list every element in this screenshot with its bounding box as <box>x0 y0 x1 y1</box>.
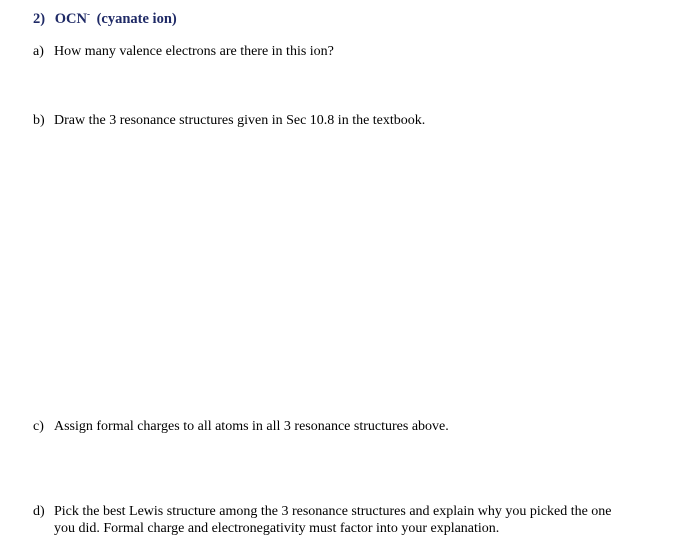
ion-charge: - <box>86 9 90 20</box>
question-c <box>33 418 449 435</box>
question-c-marker: c) <box>33 419 44 434</box>
question-number: 2) <box>33 11 46 27</box>
question-heading <box>33 11 177 28</box>
question-b-text: Draw the 3 resonance structures given in Sec 10.8 in the textbook. <box>54 113 426 128</box>
question-a <box>33 43 334 60</box>
question-a-text: How many valence electrons are there in this ion? <box>54 44 334 59</box>
question-d-marker: d) <box>33 504 45 519</box>
question-d-text-line-1: Pick the best Lewis structure among the 3 resonance structures and explain why you picked the one <box>54 504 612 519</box>
question-c-text: Assign formal charges to all atoms in all 3 resonance structures above. <box>54 419 449 434</box>
question-b-marker: b) <box>33 113 45 128</box>
question-d-text-line-2: you did. Formal charge and electronegativity must factor into your explanation. <box>54 521 500 536</box>
question-d <box>33 503 612 520</box>
question-a-marker: a) <box>33 44 44 59</box>
ion-name: (cyanate ion) <box>96 11 177 27</box>
question-d-continuation <box>33 520 499 537</box>
question-b <box>33 112 425 129</box>
ion-formula: OCN- <box>54 9 90 27</box>
